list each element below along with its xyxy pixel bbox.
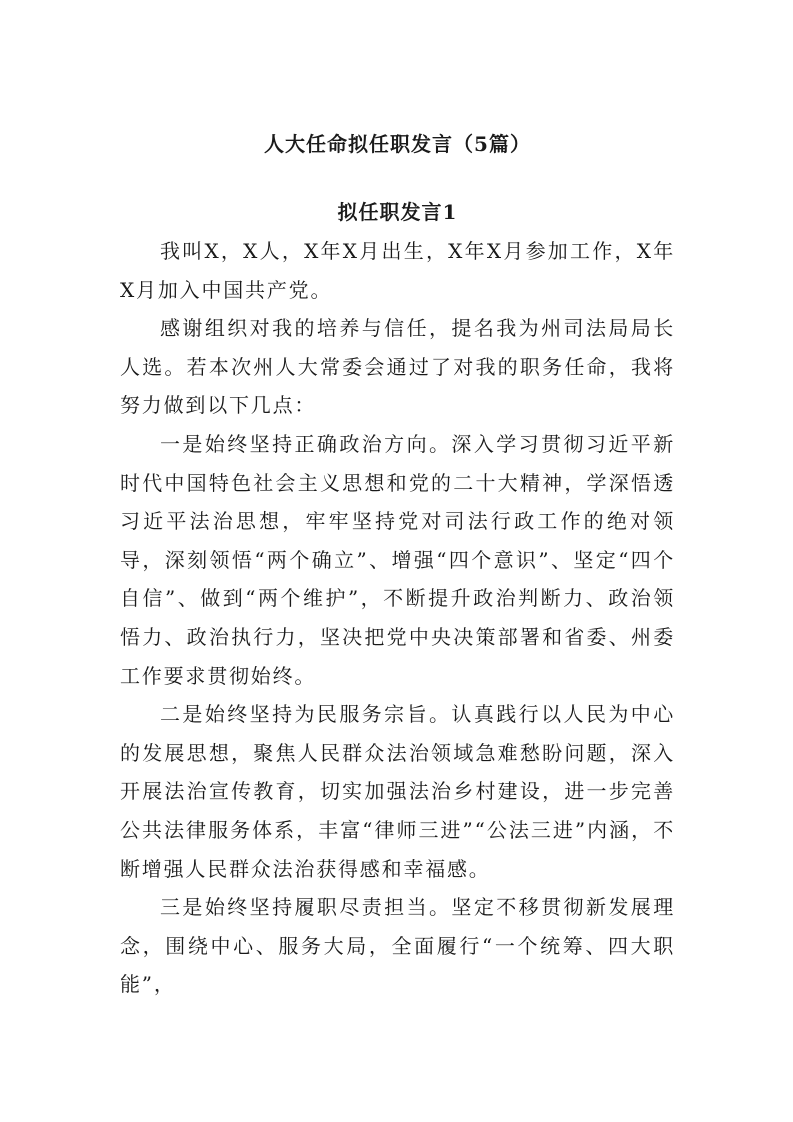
document-body	[120, 124, 675, 1004]
paragraph-point-one: 一是始终坚持正确政治方向。深入学习贯彻习近平新时代中国特色社会主义思想和党的二十大精神，学深悟透习近平法治思想，牢牢坚持党对司法行政工作的绝对领导，深刻领悟“两个确立”、增强“四个意识”、坚定“四个自信”、做到“两个维护”，不断提升政治判断力、政治领悟力、政治执行力，坚决把党中央决策部署和省委、州委工作要求贯彻始终。	[120, 431, 675, 688]
section-title: 拟任职发言1	[337, 200, 458, 224]
paragraph-intro: 我叫X，X人，X年X月出生，X年X月参加工作，X年X月加入中国共产党。	[120, 239, 675, 302]
paragraph-gratitude: 感谢组织对我的培养与信任，提名我为州司法局局长人选。若本次州人大常委会通过了对我的职务任命，我将努力做到以下几点：	[120, 316, 675, 418]
document-title: 人大任命拟任职发言（5篇）	[264, 132, 531, 156]
paragraph-point-three: 三是始终坚持履职尽责担当。坚定不移贯彻新发展理念，围绕中心、服务大局，全面履行“一个统筹、四大职能”，	[120, 895, 675, 997]
paragraph-point-two: 二是始终坚持为民服务宗旨。认真践行以人民为中心的发展思想，聚焦人民群众法治领域急难愁盼问题，深入开展法治宣传教育，切实加强法治乡村建设，进一步完善公共法律服务体系，丰富“律师三进”“公法三进”内涵，不断增强人民群众法治获得感和幸福感。	[120, 702, 675, 881]
